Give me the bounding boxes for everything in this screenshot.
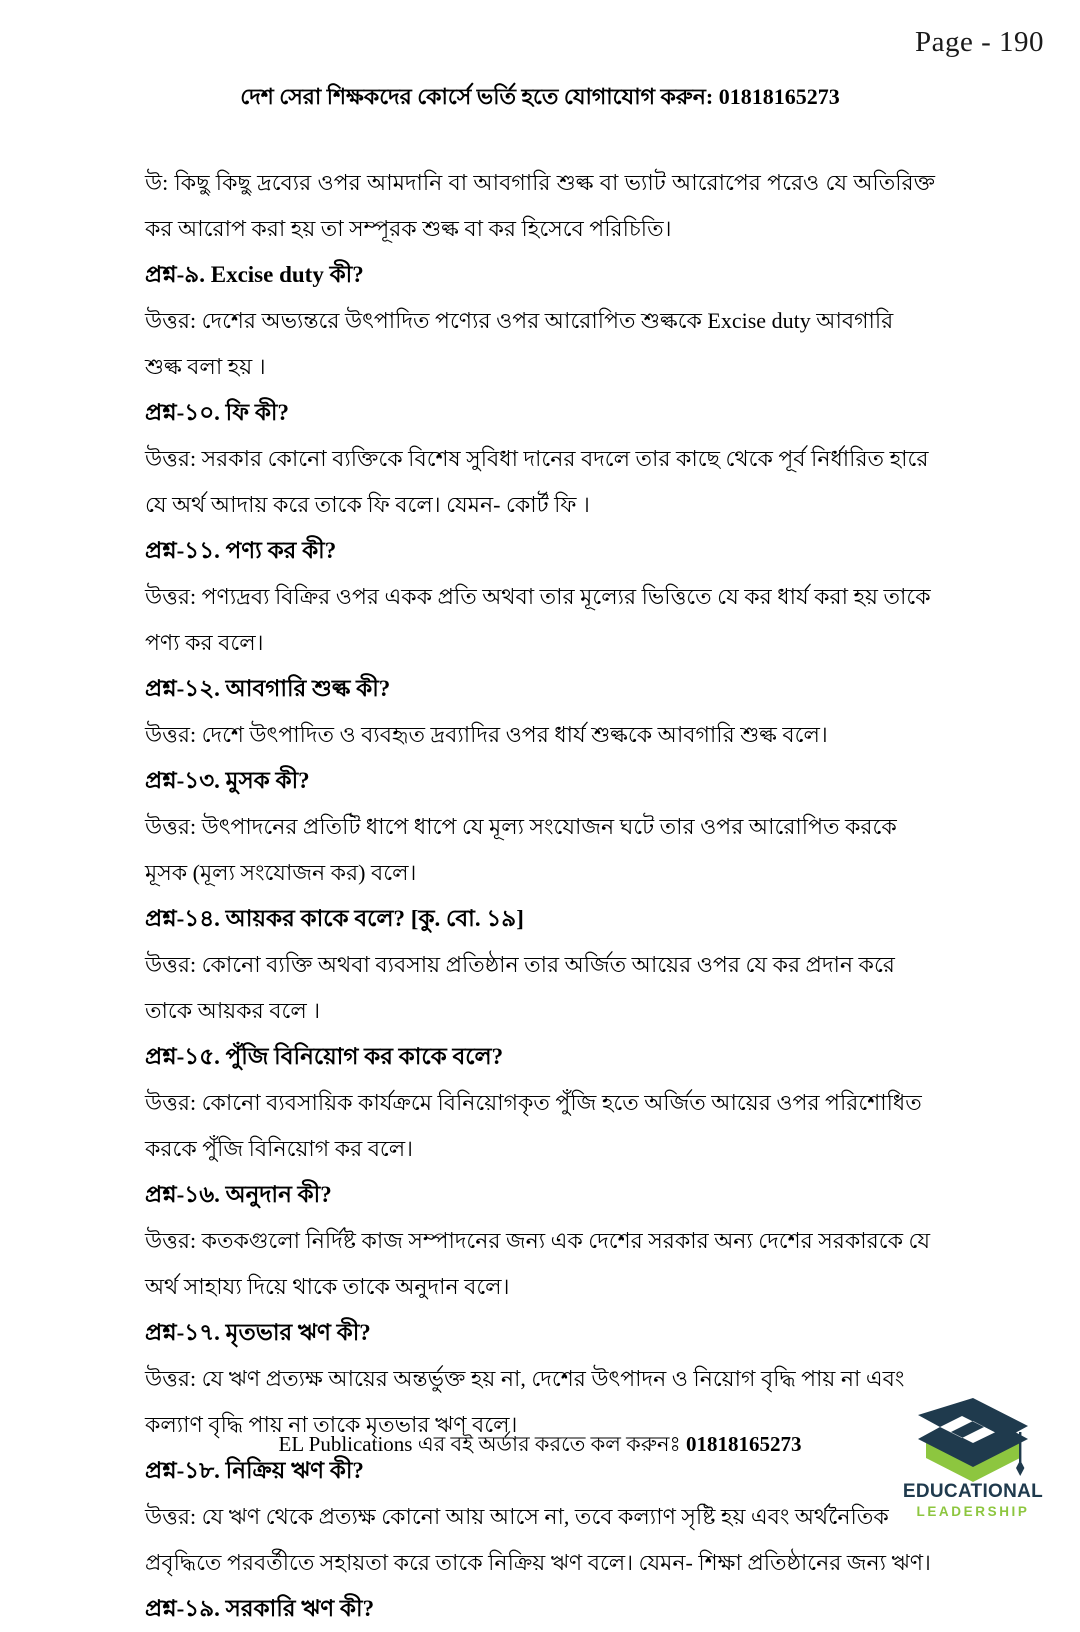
qa-item <box>145 1586 935 1632</box>
qa-item <box>145 1034 935 1172</box>
answer-paragraph: উত্তর: যে ঋণ প্রত্যক্ষ আয়ের অন্তর্ভুক্ত হয় না, দেশের উৎপাদন ও নিয়োগ বৃদ্ধি পায় না এবং কল্যাণ বৃদ্ধি পায় না তাকে মৃতভার ঋণ বলে। <box>145 1366 905 1437</box>
qa-item <box>145 1448 935 1586</box>
answer-paragraph: উত্তর: যে ঋণ থেকে প্রত্যক্ষ কোনো আয় আসে না, তবে কল্যাণ সৃষ্টি হয় এবং অর্থনৈতিক প্রবৃদ্ধিতে পরবর্তীতে সহায়তা করে তাকে নিক্রিয় ঋণ বলে। যেমন- শিক্ষা প্রতিষ্ঠানের জন্য ঋণ। <box>145 1504 931 1575</box>
logo-name-line1: EDUCATIONAL <box>902 1481 1044 1502</box>
answer-paragraph: উত্তর: সরকার কোনো ব্যক্তিকে বিশেষ সুবিধা দানের বদলে তার কাছে থেকে পূর্ব নির্ধারিত হারে যে অর্থ আদায় করে তাকে ফি বলে। যেমন- কোর্ট ফি । <box>145 446 929 517</box>
document-body <box>145 160 935 1632</box>
question-heading: প্রশ্ন-১০. ফি কী? <box>145 400 289 425</box>
answer-paragraph: উত্তর: দেশের অভ্যন্তরে উৎপাদিত পণ্যের ওপর আরোপিত শুল্ককে Excise duty আবগারি শুল্ক বলা হয় । <box>145 308 894 379</box>
qa-item <box>145 896 935 1034</box>
qa-item <box>145 390 935 528</box>
question-heading: প্রশ্ন-১১. পণ্য কর কী? <box>145 538 337 563</box>
qa-item <box>145 758 935 896</box>
question-heading: প্রশ্ন-১৫. পুঁজি বিনিয়োগ কর কাকে বলে? <box>145 1044 504 1069</box>
qa-item <box>145 666 935 758</box>
question-heading: প্রশ্ন-১৮. নিক্রিয় ঋণ কী? <box>145 1458 364 1483</box>
answer-paragraph: উত্তর: কোনো ব্যক্তি অথবা ব্যবসায় প্রতিষ্ঠান তার অর্জিত আয়ের ওপর যে কর প্রদান করে তাকে আয়কর বলে । <box>145 952 895 1023</box>
logo-wordmark <box>888 1482 1058 1519</box>
question-heading: প্রশ্ন-১২. আবগারি শুল্ক কী? <box>145 676 391 701</box>
question-heading: প্রশ্ন-১৯. সরকারি ঋণ কী? <box>145 1596 375 1621</box>
question-heading: প্রশ্ন-১৬. অনুদান কী? <box>145 1182 332 1207</box>
page-number: Page - 190 <box>914 26 1044 58</box>
promo-header-line: দেশ সেরা শিক্ষকদের কোর্সে ভর্তি হতে যোগাযোগ করুন: 01818165273 <box>240 84 840 109</box>
answer-paragraph: উত্তর: উৎপাদনের প্রতিটি ধাপে ধাপে যে মূল্য সংযোজন ঘটে তার ওপর আরোপিত করকে মূসক (মূল্য সংযোজন কর) বলে। <box>145 814 897 885</box>
qa-item <box>145 1172 935 1310</box>
footer-phone-number: 01818165273 <box>685 1432 802 1456</box>
question-heading: প্রশ্ন-৯. Excise duty কী? <box>145 262 364 287</box>
answer-paragraph: উত্তর: পণ্যদ্রব্য বিক্রির ওপর একক প্রতি অথবা তার মূল্যের ভিত্তিতে যে কর ধার্য করা হয় তাকে পণ্য কর বলে। <box>145 584 931 655</box>
qa-item <box>145 528 935 666</box>
footer-order-text: EL Publications এর বই অর্ডার করতে কল করুনঃ <box>278 1432 686 1456</box>
answer-paragraph: উত্তর: কতকগুলো নির্দিষ্ট কাজ সম্পাদনের জন্য এক দেশের সরকার অন্য দেশের সরকারকে যে অর্থ সাহায্য দিয়ে থাকে তাকে অনুদান বলে। <box>145 1228 931 1299</box>
answer-paragraph: উত্তর: দেশে উৎপাদিত ও ব্যবহৃত দ্রব্যাদির ওপর ধার্য শুল্ককে আবগারি শুল্ক বলে। <box>145 722 828 747</box>
qa-item <box>145 252 935 390</box>
question-heading: প্রশ্ন-১৩. মুসক কী? <box>145 768 310 793</box>
answer-paragraph: উত্তর: কোনো ব্যবসায়িক কার্যক্রমে বিনিয়োগকৃত পুঁজি হতে অর্জিত আয়ের ওপর পরিশোধিত করকে পুঁজি বিনিয়োগ কর বলে। <box>145 1090 922 1161</box>
question-heading: প্রশ্ন-১৭. মৃতভার ঋণ কী? <box>145 1320 371 1345</box>
question-heading: প্রশ্ন-১৪. আয়কর কাকে বলে? [কু. বো. ১৯] <box>145 906 524 931</box>
graduation-cap-icon <box>888 1398 1058 1482</box>
intro-answer-paragraph: উ: কিছু কিছু দ্রব্যের ওপর আমদানি বা আবগারি শুল্ক বা ভ্যাট আরোপের পরেও যে অতিরিক্ত কর আরোপ করা হয় তা সম্পূরক শুল্ক বা কর হিসেবে পরিচিতি। <box>145 170 935 241</box>
educational-leadership-logo <box>888 1398 1058 1524</box>
logo-name-line2: LEADERSHIP <box>916 1504 1030 1519</box>
